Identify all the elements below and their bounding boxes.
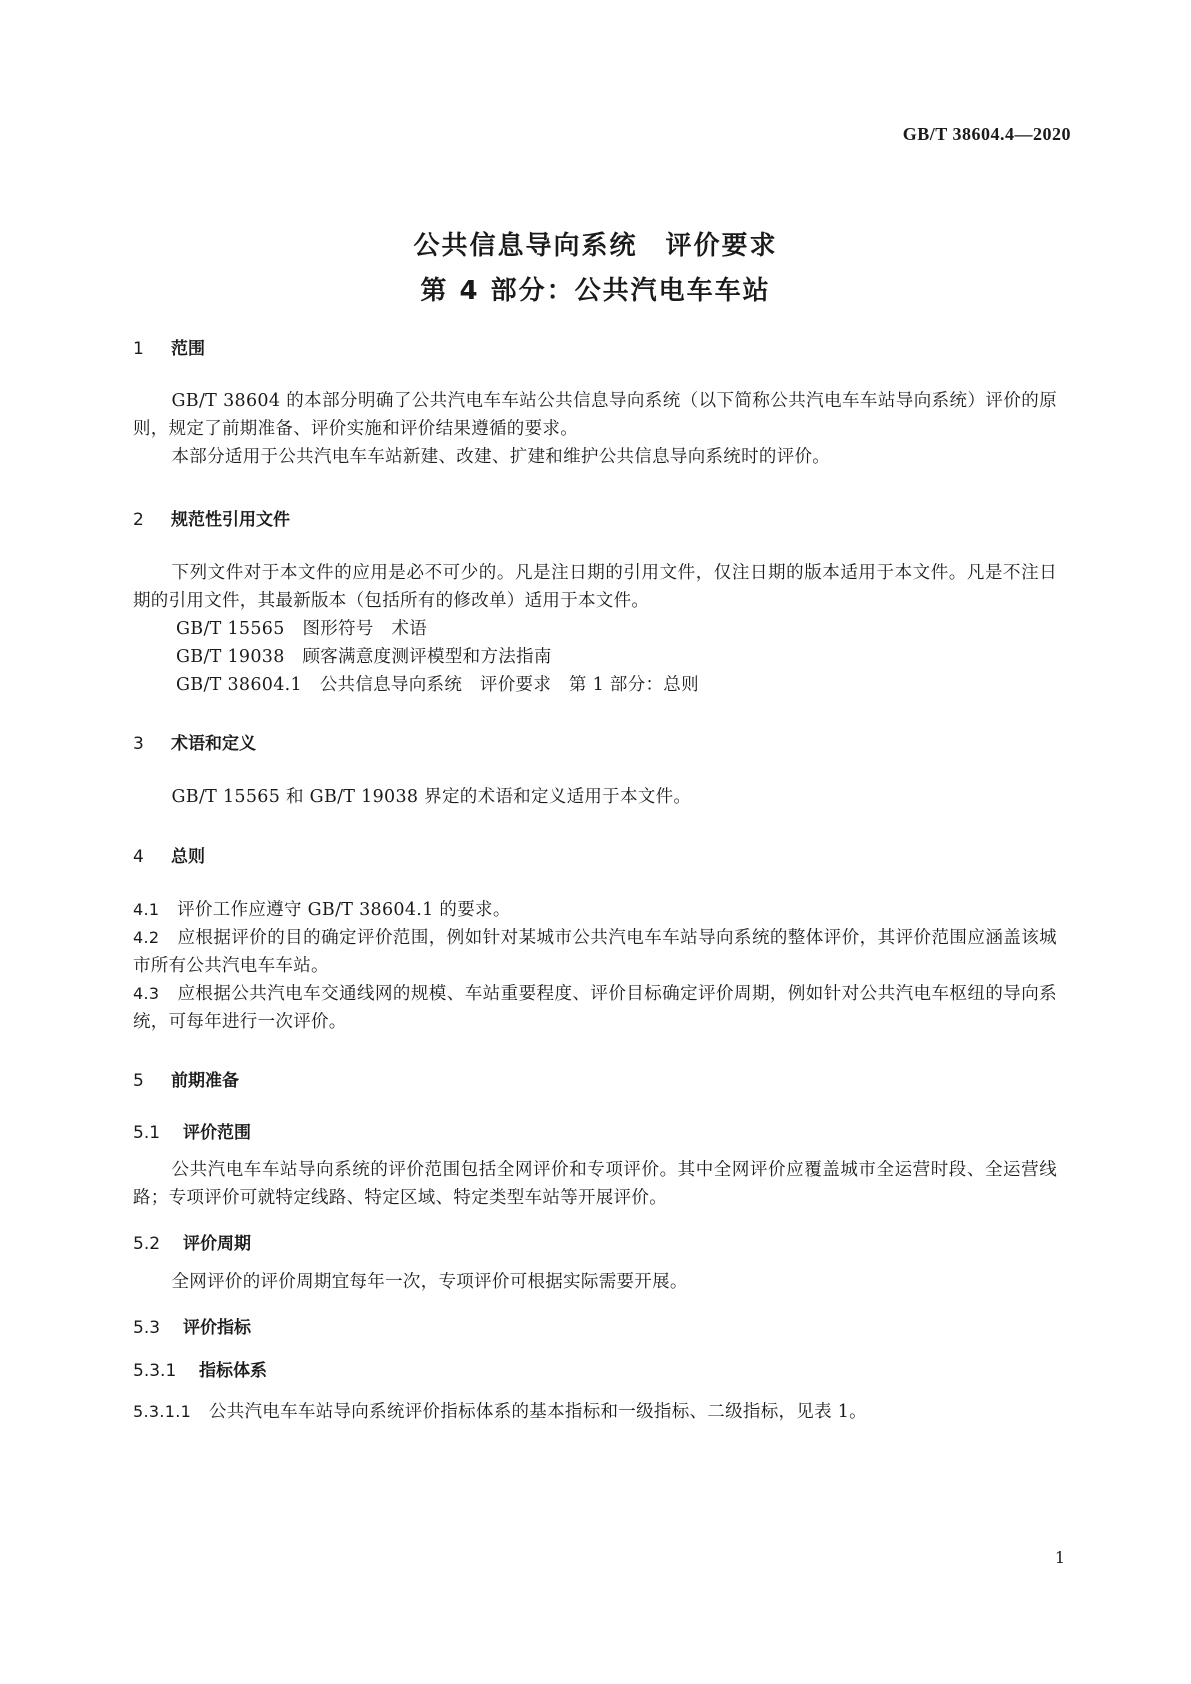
document-title-line1: 公共信息导向系统 评价要求 — [413, 231, 778, 261]
section-2-paragraph-1: 下列文件对于本文件的应用是必不可少的。凡是注日期的引用文件，仅注日期的版本适用于本文件。凡是不注日期的引用文件，其最新版本（包括所有的修改单）适用于本文件。 — [133, 563, 1057, 611]
section-number: 4 — [133, 847, 144, 867]
clause-text: 应根据公共汽电车交通线网的规模、车站重要程度、评价目标确定评价周期，例如针对公共汽电车枢纽的导向系统，可每年进行一次评价。 — [133, 984, 1057, 1032]
section-number: 2 — [133, 510, 144, 530]
section-number: 3 — [133, 734, 144, 754]
section-1-heading — [133, 334, 205, 359]
section-number: 1 — [133, 339, 144, 359]
section-title: 评价周期 — [183, 1234, 251, 1254]
section-title: 规范性引用文件 — [171, 510, 290, 530]
subsection-5-3-heading — [133, 1313, 251, 1338]
section-number: 5 — [133, 1071, 144, 1091]
section-title: 评价范围 — [183, 1123, 251, 1143]
section-3-paragraph-1: GB/T 15565 和 GB/T 19038 界定的术语和定义适用于本文件。 — [171, 787, 692, 807]
page-number: 1 — [1054, 1548, 1065, 1567]
section-5-heading — [133, 1066, 239, 1091]
section-number: 5.2 — [133, 1234, 161, 1254]
subsection-5-1-heading — [133, 1118, 251, 1143]
section-4-heading — [133, 842, 205, 867]
clause-4-1 — [133, 896, 1057, 924]
standard-code: GB/T 38604.4—2020 — [902, 124, 1071, 144]
clause-number: 5.3.1.1 — [133, 1402, 192, 1421]
reference-item: GB/T 38604.1 公共信息导向系统 评价要求 第 1 部分：总则 — [176, 675, 699, 695]
reference-item: GB/T 15565 图形符号 术语 — [176, 619, 428, 639]
reference-item: GB/T 19038 顾客满意度测评模型和方法指南 — [176, 647, 552, 667]
subsection-5-1-paragraph: 公共汽电车车站导向系统的评价范围包括全网评价和专项评价。其中全网评价应覆盖城市全运营时段、全运营线路；专项评价可就特定线路、特定区域、特定类型车站等开展评价。 — [133, 1160, 1057, 1208]
section-3-heading — [133, 729, 256, 754]
section-1-paragraph-2: 本部分适用于公共汽电车车站新建、改建、扩建和维护公共信息导向系统时的评价。 — [171, 447, 831, 467]
clause-number: 4.2 — [133, 928, 160, 947]
subsection-5-3-1-heading — [133, 1356, 267, 1381]
clause-number: 4.1 — [133, 900, 160, 919]
section-title: 评价指标 — [183, 1318, 251, 1338]
clause-text: 应根据评价的目的确定评价范围，例如针对某城市公共汽电车车站导向系统的整体评价，其评价范围应涵盖该城市所有公共汽电车车站。 — [133, 928, 1057, 976]
section-2-heading — [133, 505, 290, 530]
clause-5-3-1-1 — [133, 1398, 1057, 1426]
clause-text: 评价工作应遵守 GB/T 38604.1 的要求。 — [177, 900, 511, 920]
section-number: 5.1 — [133, 1123, 161, 1143]
section-title: 总则 — [171, 847, 205, 867]
section-1-paragraph-1: GB/T 38604 的本部分明确了公共汽电车车站公共信息导向系统（以下简称公共汽电车车站导向系统）评价的原则，规定了前期准备、评价实施和评价结果遵循的要求。 — [133, 391, 1057, 439]
section-title: 前期准备 — [171, 1071, 239, 1091]
section-number: 5.3 — [133, 1318, 161, 1338]
section-title: 范围 — [171, 339, 205, 359]
section-title: 指标体系 — [199, 1361, 267, 1381]
subsection-5-2-paragraph: 全网评价的评价周期宜每年一次，专项评价可根据实际需要开展。 — [171, 1272, 688, 1292]
section-title: 术语和定义 — [171, 734, 256, 754]
clause-text: 公共汽电车车站导向系统评价指标体系的基本指标和一级指标、二级指标，见表 1。 — [208, 1402, 867, 1422]
clause-4-3 — [133, 980, 1057, 1036]
section-number: 5.3.1 — [133, 1361, 177, 1381]
clause-number: 4.3 — [133, 984, 160, 1003]
document-title-line2: 第 4 部分：公共汽电车车站 — [420, 276, 771, 306]
clause-4-2 — [133, 924, 1057, 980]
subsection-5-2-heading — [133, 1229, 251, 1254]
